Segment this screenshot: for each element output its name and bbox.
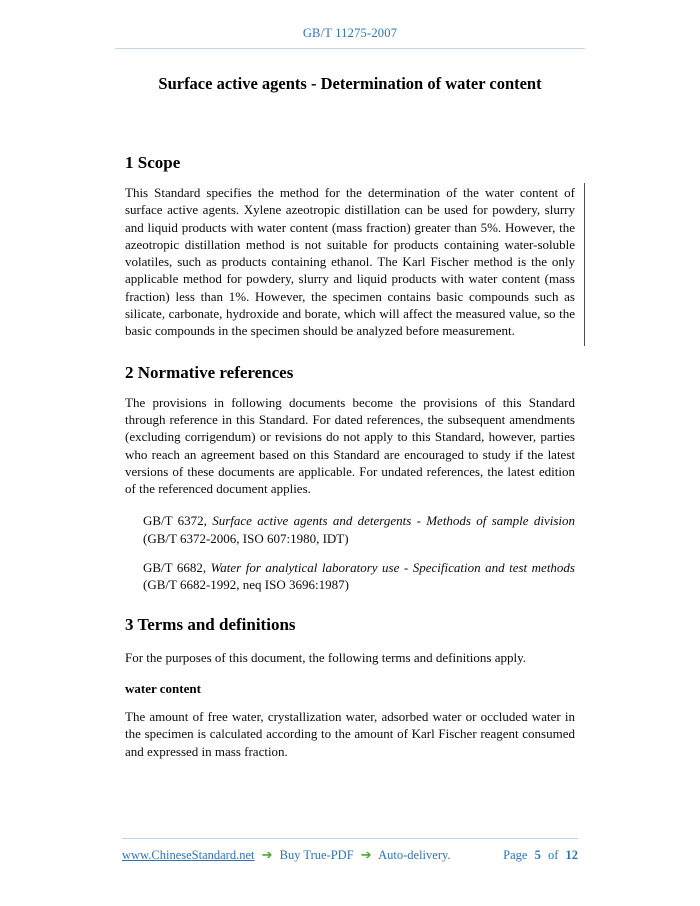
footer-step-buy: Buy True-PDF — [279, 848, 354, 862]
terms-intro-paragraph: For the purposes of this document, the following terms and definitions apply. — [125, 649, 527, 665]
reference-title: Water for analytical laboratory use - Specification and test methods — [210, 560, 575, 576]
of-label: of — [547, 848, 559, 862]
document-title: Surface active agents - Determination of water content — [158, 74, 542, 93]
current-page-number: 5 — [534, 848, 541, 862]
revision-change-bar — [584, 183, 585, 346]
reference-number: GB/T 6682, — [143, 560, 211, 576]
page-indicator — [499, 848, 578, 863]
reference-equivalence: (GB/T 6372-2006, ISO 607:1980, IDT) — [143, 530, 349, 546]
section-heading-normative-references: 2 Normative references — [125, 362, 294, 382]
normative-references-paragraph: The provisions in following documents become the provisions of this Standard through reference in this Standard. For dated references, the subsequent amendments (excluding corrigendum) or revisions do not apply to this Standard, however, parties who reach an agreement based on this Standard are encouraged to study if the latest versions of these documents are applicable. For undated references, the latest edition of the referenced document applies. — [125, 394, 575, 497]
section-heading-terms-definitions: 3 Terms and definitions — [125, 614, 296, 634]
footer-step-delivery: Auto-delivery. — [378, 848, 451, 862]
page-label: Page — [503, 848, 528, 862]
document-body — [125, 153, 575, 760]
page-footer — [122, 838, 578, 863]
footer-delivery-info — [122, 847, 455, 863]
term-name: water content — [125, 680, 201, 696]
reference-title: Surface active agents and detergents - Methods of sample division — [212, 513, 575, 529]
total-page-number: 12 — [565, 848, 578, 862]
section-heading-scope: 1 Scope — [125, 153, 181, 172]
reference-item-gbt6372 — [143, 512, 575, 547]
scope-paragraph: This Standard specifies the method for the determination of the water content of surface active agents. Xylene azeotropic distillation can be used for powdery, slurry and liquid products with water content (mass fraction) greater than 5%. However, the azeotropic distillation method is not suitable for products containing water-soluble volatiles, such as products containing ethanol. The Karl Fischer method is the only applicable method for powdery, slurry and liquid products with water content (mass fraction) less than 1%. However, the specimen contains basic compounds such as silicate, carbonate, hydroxide and borate, which will affect the measured value, so the basic compounds in the specimen should be analyzed before measurement. — [125, 185, 575, 339]
chinesestandard-link[interactable]: www.ChineseStandard.net — [122, 848, 255, 862]
arrow-right-icon: ➔ — [360, 847, 372, 862]
doc-number: GB/T 11275-2007 — [302, 26, 398, 40]
header-rule — [115, 48, 585, 49]
reference-item-gbt6682 — [143, 559, 575, 594]
reference-number: GB/T 6372, — [143, 513, 213, 529]
reference-equivalence: (GB/T 6682-1992, neq ISO 3696:1987) — [143, 577, 349, 593]
arrow-right-icon: ➔ — [261, 847, 273, 862]
term-definition: The amount of free water, crystallization water, adsorbed water or occluded water in the specimen is calculated according to the amount of Karl Fischer reagent consumed and expressed in mass fraction. — [125, 708, 575, 759]
